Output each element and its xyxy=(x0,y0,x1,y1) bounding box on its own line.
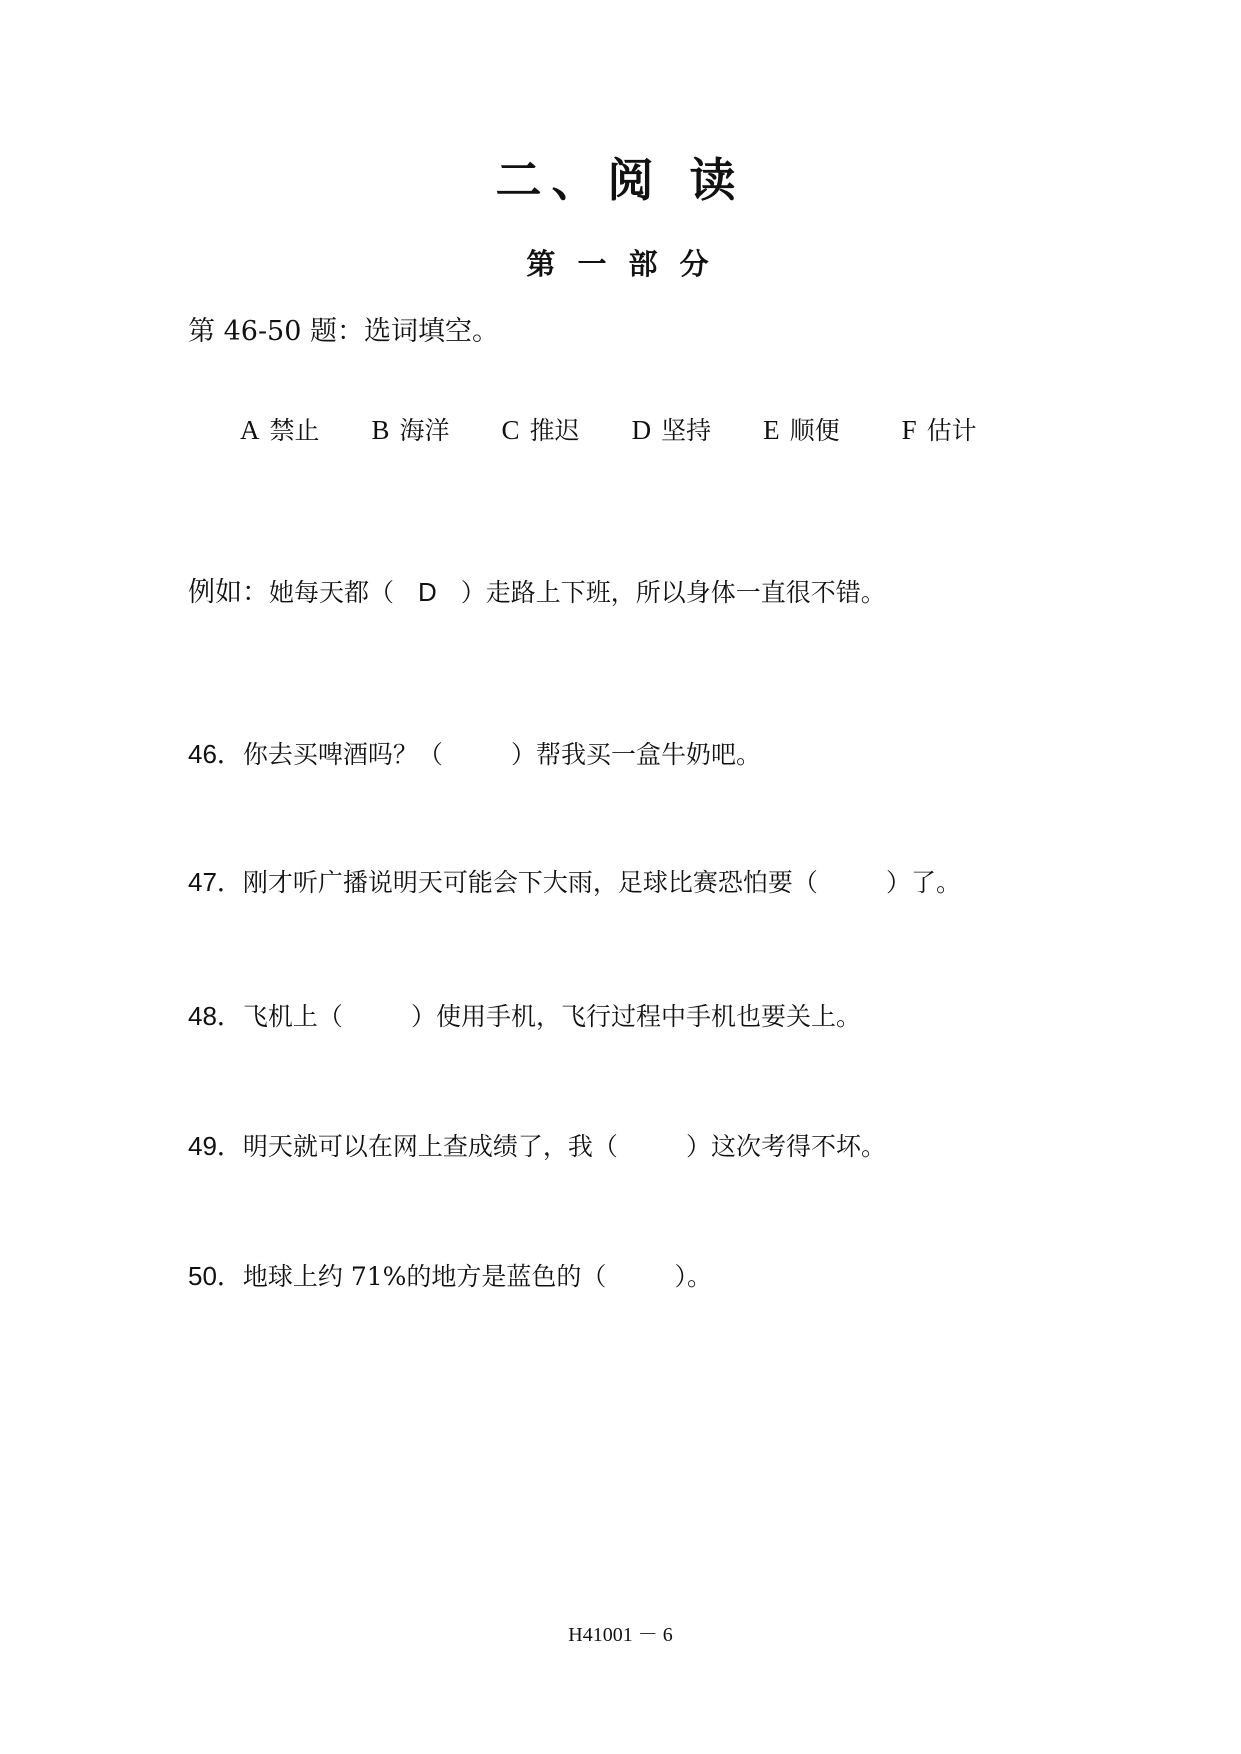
option-letter: E xyxy=(763,415,780,445)
question-48 xyxy=(188,996,861,1037)
example-label: 例如： xyxy=(188,577,269,608)
option-word: 估计 xyxy=(926,416,977,445)
option-a xyxy=(240,410,320,451)
question-number: 50． xyxy=(188,1261,243,1291)
option-b xyxy=(372,410,450,451)
option-letter: C xyxy=(501,415,520,445)
example-answer: D xyxy=(418,577,437,607)
option-word: 海洋 xyxy=(399,416,450,445)
option-word: 禁止 xyxy=(269,416,320,445)
question-number: 48． xyxy=(188,1001,243,1031)
example-text-before: 她每天都（ xyxy=(269,578,395,607)
option-letter: F xyxy=(901,415,917,445)
question-text-before: 你去买啤酒吗？（ xyxy=(242,740,443,769)
question-text-before: 明天就可以在网上查成绩了，我（ xyxy=(242,1132,618,1161)
page-footer: H41001 － 6 xyxy=(568,1624,673,1646)
question-text-before: 飞机上（ xyxy=(242,1002,343,1031)
option-f xyxy=(902,410,977,451)
question-46 xyxy=(188,734,761,775)
question-text-before: 刚才听广播说明天可能会下大雨，足球比赛恐怕要（ xyxy=(242,868,818,897)
part-title: 第 一 部 分 xyxy=(526,247,715,281)
option-letter: B xyxy=(371,415,390,445)
section-title: 二、阅 读 xyxy=(495,153,746,207)
option-word: 推迟 xyxy=(529,416,580,445)
question-number: 49． xyxy=(188,1131,243,1161)
example-text-after: ）走路上下班，所以身体一直很不错。 xyxy=(460,578,886,607)
option-d xyxy=(632,410,712,451)
option-e xyxy=(763,410,840,451)
option-letter: A xyxy=(240,415,260,445)
instruction-text: 第 46-50 题：选词填空。 xyxy=(188,316,500,347)
question-49 xyxy=(188,1126,886,1167)
question-47 xyxy=(188,862,961,903)
question-text-after: ）帮我买一盒牛奶吧。 xyxy=(510,740,761,769)
question-number: 47． xyxy=(188,867,243,897)
option-word: 坚持 xyxy=(661,416,712,445)
question-50 xyxy=(188,1256,712,1297)
question-text-after: ）。 xyxy=(674,1262,712,1291)
question-text-after: ）这次考得不坏。 xyxy=(685,1132,886,1161)
option-letter: D xyxy=(631,415,652,445)
question-text-after: ）了。 xyxy=(885,868,961,897)
option-c xyxy=(502,410,580,451)
option-word: 顺便 xyxy=(789,416,840,445)
example-sentence xyxy=(188,572,886,613)
question-text-after: ）使用手机，飞行过程中手机也要关上。 xyxy=(410,1002,861,1031)
word-options xyxy=(240,410,977,451)
question-number: 46． xyxy=(188,739,243,769)
question-text-before: 地球上约 71%的地方是蓝色的（ xyxy=(242,1262,607,1291)
